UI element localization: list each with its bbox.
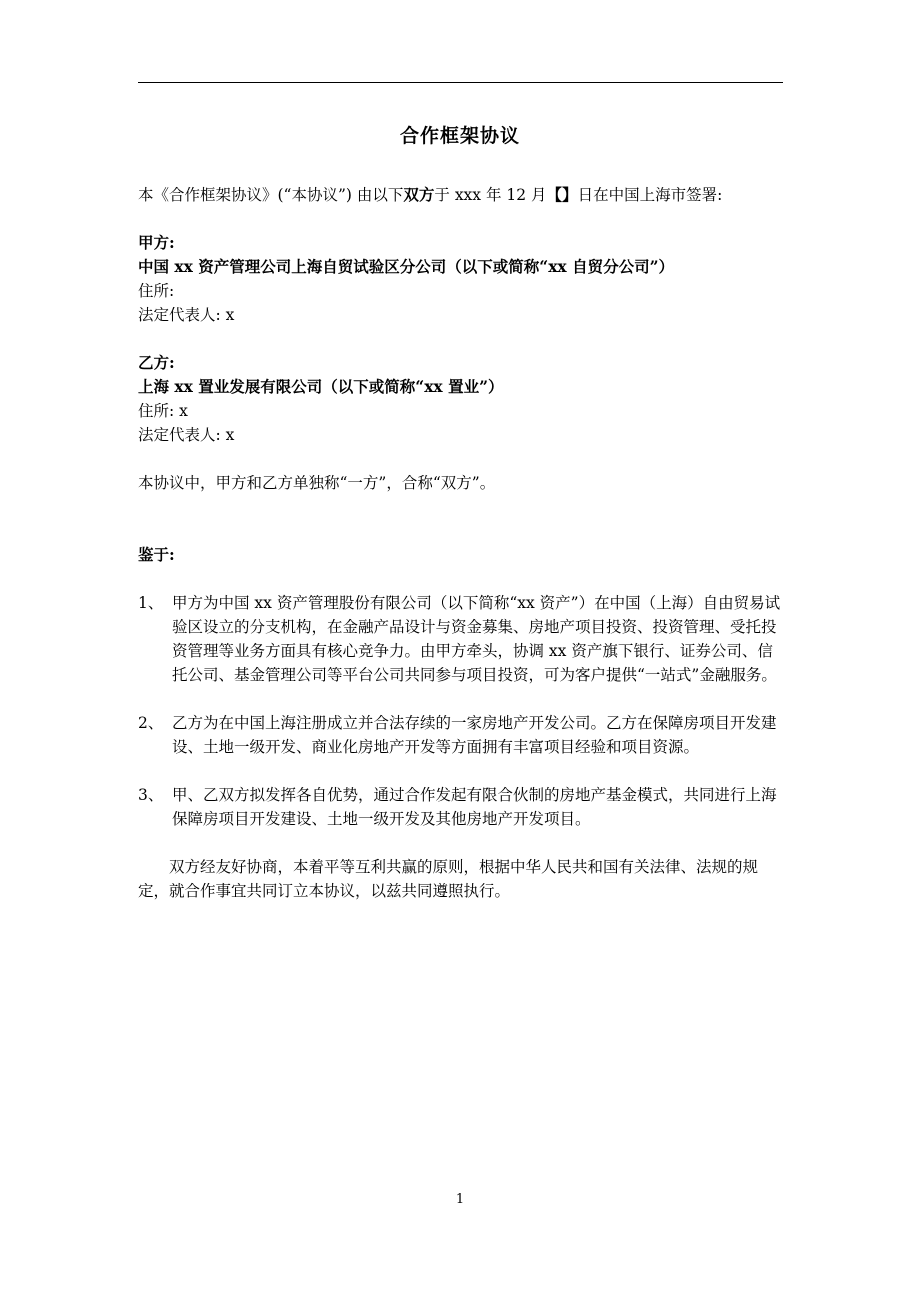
party-b-block	[138, 351, 786, 447]
definition-paragraph: 本协议中，甲方和乙方单独称“一方”，合称“双方”。	[138, 474, 496, 492]
party-a-address: 住所:	[138, 282, 175, 300]
whereas-item-number: 3、	[138, 786, 164, 804]
whereas-item-number: 2、	[138, 714, 164, 732]
whereas-item-text: 乙方为在中国上海注册成立并合法存续的一家房地产开发公司。乙方在保障房项目开发建设、土地一级开发、商业化房地产开发等方面拥有丰富项目经验和项目资源。	[172, 714, 777, 756]
party-b-name: 上海 xx 置业发展有限公司（以下或简称“xx 置业”）	[138, 377, 504, 396]
party-b-address: 住所: x	[138, 402, 188, 420]
document-body	[138, 183, 786, 903]
party-b-heading: 乙方:	[138, 353, 175, 372]
closing-paragraph: 双方经友好协商，本着平等互利共赢的原则，根据中华人民共和国有关法律、法规的规定，就合作事宜共同订立本协议，以兹共同遵照执行。	[138, 858, 759, 900]
whereas-item-3	[138, 783, 786, 831]
party-b-rep: 法定代表人: x	[138, 426, 235, 444]
intro-paragraph	[138, 183, 786, 207]
intro-text-2: 于 xxx 年 12 月	[434, 186, 547, 204]
party-a-rep: 法定代表人: x	[138, 306, 235, 324]
whereas-item-text: 甲方为中国 xx 资产管理股份有限公司（以下简称“xx 资产”）在中国（上海）自由贸易试验区设立的分支机构，在金融产品设计与资金募集、房地产项目投资、投资管理、受托投资管理等业务方面具有核心竞争力。由甲方牵头，协调 xx 资产旗下银行、证券公司、信托公司、基金管理公司等平台公司共同参与项目投资，可为客户提供“一站式”金融服务。	[172, 594, 781, 684]
intro-date-bracket: 【】	[546, 185, 578, 204]
whereas-heading: 鉴于:	[138, 545, 175, 564]
intro-text-3: 日在中国上海市签署:	[577, 186, 723, 204]
page-number: 1	[455, 1192, 465, 1207]
party-a-heading: 甲方:	[138, 233, 175, 252]
whereas-item-text: 甲、乙双方拟发挥各自优势，通过合作发起有限合伙制的房地产基金模式，共同进行上海保障房项目开发建设、土地一级开发及其他房地产开发项目。	[172, 786, 777, 828]
header-rule	[138, 82, 783, 83]
party-a-name: 中国 xx 资产管理公司上海自贸试验区分公司（以下或简称“xx 自贸分公司”）	[138, 257, 674, 276]
whereas-item-number: 1、	[138, 594, 164, 612]
document-title: 合作框架协议	[399, 125, 520, 147]
intro-bold-parties: 双方	[403, 185, 435, 204]
whereas-item-2	[138, 711, 786, 759]
whereas-item-1	[138, 591, 786, 687]
intro-text-1: 本《合作框架协议》(“本协议”) 由以下	[138, 186, 404, 204]
party-a-block	[138, 231, 786, 327]
